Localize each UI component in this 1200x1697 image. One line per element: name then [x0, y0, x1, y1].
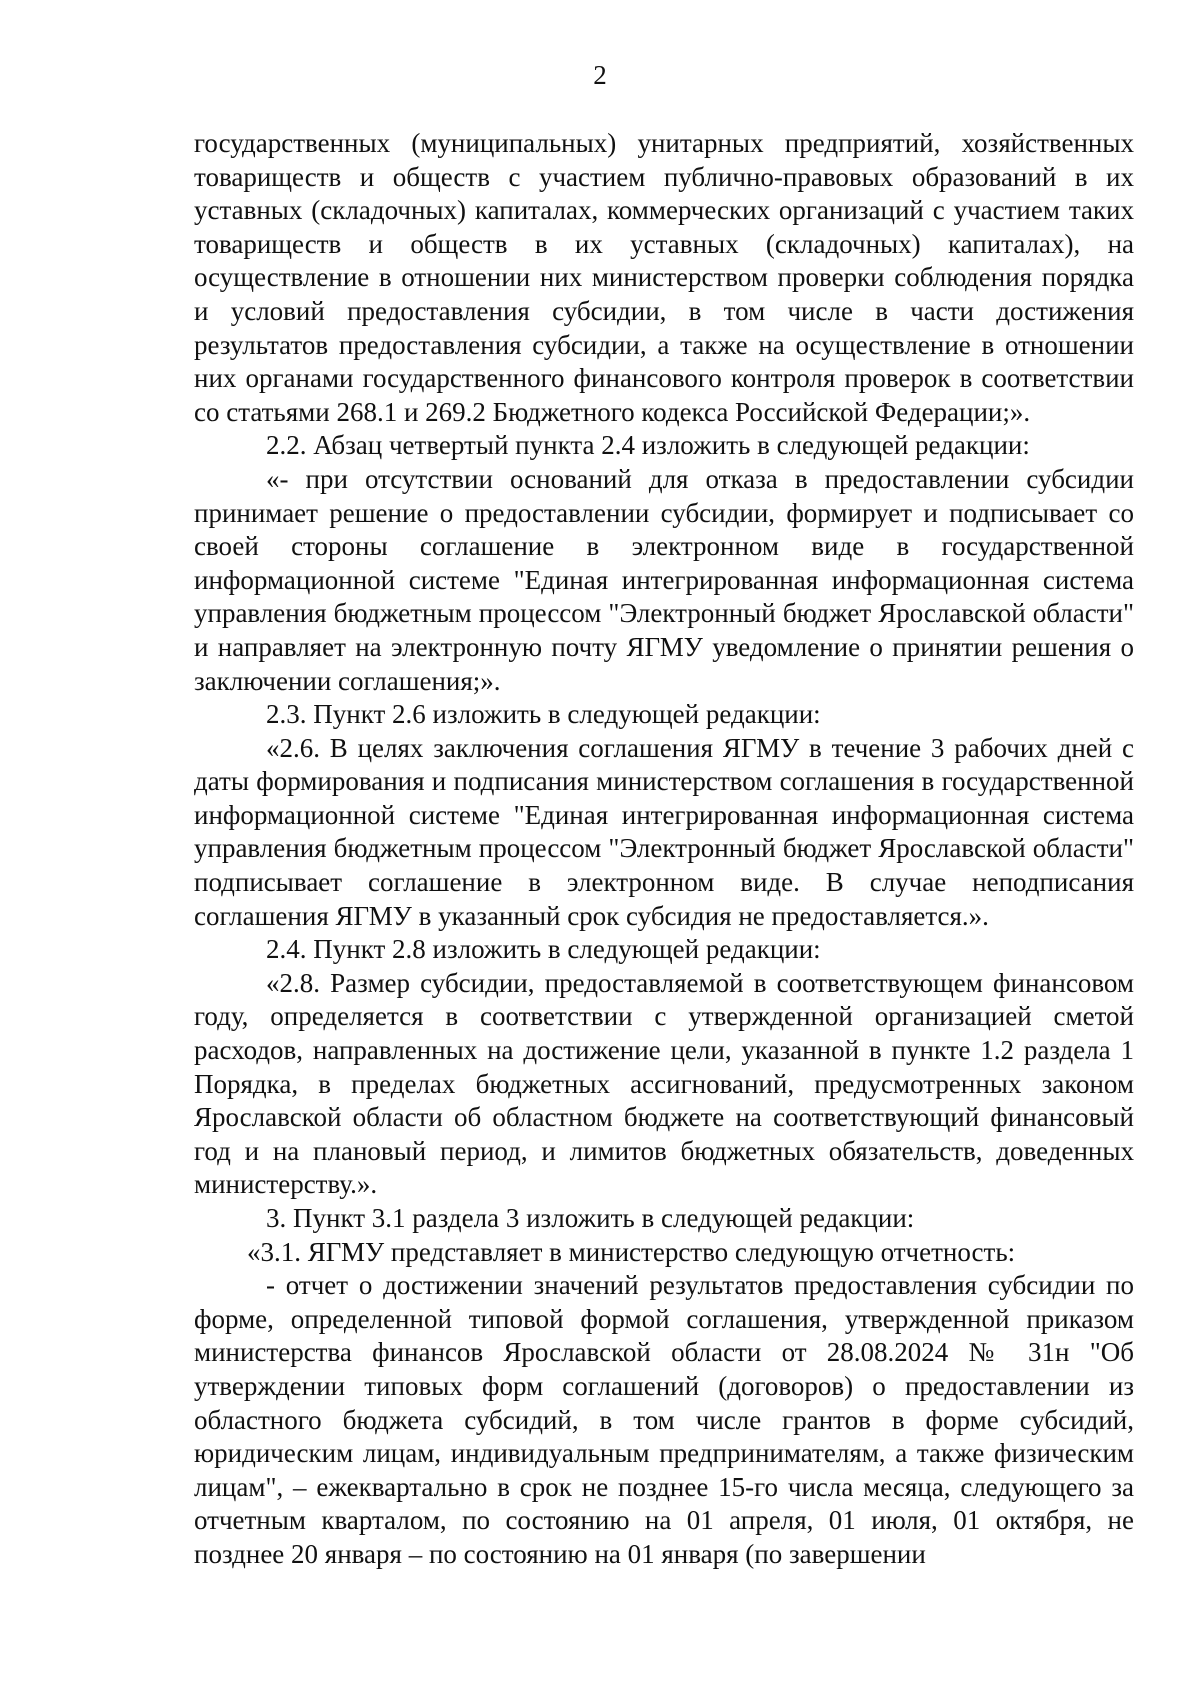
document-body [194, 127, 1134, 1572]
paragraph-item-2-2-body: «- при отсутствии оснований для отказа в предоставлении субсидии принимает решение о предоставлении субсидии, формирует и подписывает со своей стороны соглашение в электронном виде в государственной информационной системе "Единая интегрированная информационная система управления бюджетным процессом "Электронный бюджет Ярославской области" и направляет на электронную почту ЯГМУ уведомление о принятии решения о заключении соглашения;». [194, 463, 1134, 696]
paragraph-item-3-1: «3.1. ЯГМУ представляет в министерство следующую отчетность: [247, 1236, 1016, 1267]
paragraph-continuation: государственных (муниципальных) унитарных предприятий, хозяйственных товариществ и обществ с участием публично-правовых образований в их уставных (складочных) капиталах, коммерческих организаций с участием таких товариществ и обществ в их уставных (складочных) капиталах), на осуществление в отношении них министерством проверки соблюдения порядка и условий предоставления субсидии, в том числе в части достижения результатов предоставления субсидии, а также на осуществление в отношении них органами государственного финансового контроля проверок в соответствии со статьями 268.1 и 269.2 Бюджетного кодекса Российской Федерации;». [194, 128, 1134, 427]
paragraph-item-2-4: 2.4. Пункт 2.8 изложить в следующей редакции: [266, 934, 821, 965]
paragraph-item-2-3-body: «2.6. В целях заключения соглашения ЯГМУ в течение 3 рабочих дней с даты формирования и подписания министерством соглашения в государственной информационной системе "Единая интегрированная информационная система управления бюджетным процессом "Электронный бюджет Ярославской области" подписывает соглашение в электронном виде. В случае неподписания соглашения ЯГМУ в указанный срок субсидия не предоставляется.». [194, 732, 1134, 931]
paragraph-item-3: 3. Пункт 3.1 раздела 3 изложить в следующей редакции: [266, 1203, 915, 1233]
paragraph-item-2-4-body: «2.8. Размер субсидии, предоставляемой в соответствующем финансовом году, определяется в соответствии с утвержденной организацией сметой расходов, направленных на достижение цели, указанной в пункте 1.2 раздела 1 Порядка, в пределах бюджетных ассигнований, предусмотренных законом Ярославской области об областном бюджете на соответствующий финансовый год и на плановый период, и лимитов бюджетных обязательств, доведенных министерству.». [194, 967, 1134, 1200]
paragraph-item-2-3: 2.3. Пункт 2.6 изложить в следующей редакции: [266, 699, 821, 730]
paragraph-item-2-2: 2.2. Абзац четвертый пункта 2.4 изложить в следующей редакции: [266, 430, 1030, 461]
paragraph-item-3-1-report: - отчет о достижении значений результатов предоставления субсидии по форме, определенной типовой формой соглашения, утвержденной приказом министерства финансов Ярославской области от 28.08.2024 № 31н "Об утверждении типовых форм соглашений (договоров) о предоставлении из областного бюджета субсидий, в том числе грантов в форме субсидий, юридическим лицам, индивидуальным предпринимателям, а также физическим лицам", – ежеквартально в срок не позднее 15-го числа месяца, следующего за отчетным кварталом, по состоянию на 01 апреля, 01 июля, 01 октября, не позднее 20 января – по состоянию на 01 января (по завершении [194, 1270, 1134, 1569]
page-number: 2 [593, 60, 607, 90]
